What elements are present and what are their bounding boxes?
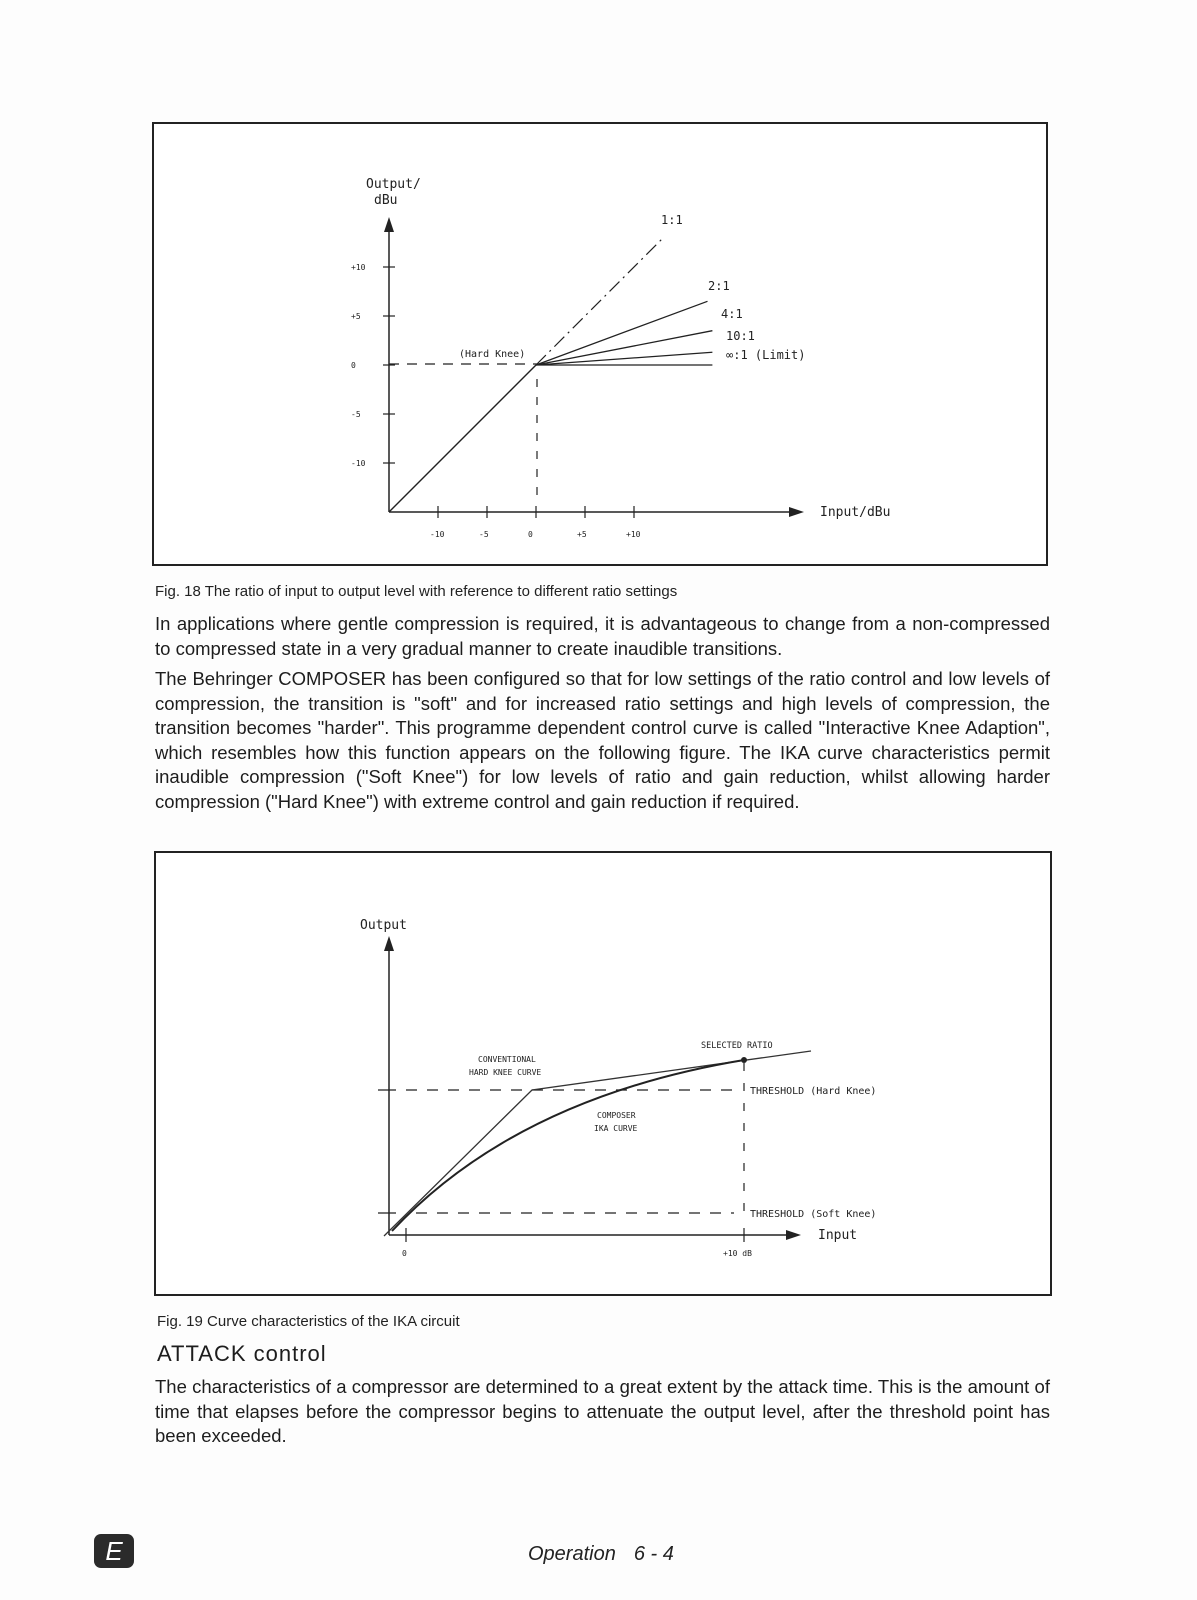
conventional-label-line1: CONVENTIONAL xyxy=(478,1055,536,1064)
series-10-1-line xyxy=(536,352,712,365)
threshold-soft-label: THRESHOLD (Soft Knee) xyxy=(750,1209,877,1220)
y-axis-arrow xyxy=(384,936,394,951)
ratio-label: 2:1 xyxy=(708,279,730,293)
x-axis-arrow xyxy=(789,507,804,517)
threshold-hard-label: THRESHOLD (Hard Knee) xyxy=(750,1086,877,1097)
ratio-label: 4:1 xyxy=(721,307,743,321)
series-4-1-line xyxy=(536,331,712,365)
y-axis-arrow xyxy=(384,217,394,232)
x-tick-label: 0 xyxy=(528,530,533,539)
paragraph-3: The characteristics of a compressor are determined to a great extent by the attack time. This is the amount of time that elapses before the compressor begins to attenuate the output level, after the threshold point has been exceeded. xyxy=(155,1376,1050,1446)
x-tick-label: +5 xyxy=(577,530,587,539)
series-1-1-dashdot xyxy=(536,238,663,365)
footer-section: Operation xyxy=(528,1543,616,1565)
composer-ika-curve xyxy=(392,1060,744,1231)
y-tick-label: 0 xyxy=(351,361,356,370)
page-footer xyxy=(528,1543,674,1566)
composer-label-line1: COMPOSER xyxy=(597,1111,636,1120)
hard-knee-label: (Hard Knee) xyxy=(459,349,526,360)
paragraph-2: The Behringer COMPOSER has been configured so that for low settings of the ratio control and low levels of compression, the transition is "soft" and for increased ratio settings and high levels of compression, the transition becomes "harder". This programme dependent control curve is called "Interactive Knee Adaption", which resembles how this function appears on the following figure. The IKA curve characteristics permit inaudible compression ("Soft Knee") for low levels of ratio and gain reduction, whilst allowing harder compression ("Hard Knee") with extreme control and gain reduction if required. xyxy=(155,668,1050,812)
conventional-label-line2: HARD KNEE CURVE xyxy=(469,1068,542,1077)
x-tick-label: +10 xyxy=(626,530,641,539)
ratio-label: 10:1 xyxy=(726,329,755,343)
series-2-1-line xyxy=(536,301,708,365)
y-axis-label-line2: dBu xyxy=(374,193,398,208)
x-tick-0-label: 0 xyxy=(402,1249,407,1258)
paragraph-1: In applications where gentle compression is required, it is advantageous to change from a non-compressed to compressed state in a very gradual manner to create inaudible transitions. xyxy=(155,613,1050,659)
y-tick-label: -5 xyxy=(351,410,361,419)
y-tick-label: +5 xyxy=(351,312,361,321)
figure-19-box xyxy=(154,851,1052,1296)
y-tick-label: -10 xyxy=(351,459,366,468)
x-tick-end-label: +10 dB xyxy=(723,1249,752,1258)
ratio-label: ∞:1 (Limit) xyxy=(726,348,806,362)
y-axis-label-line1: Output/ xyxy=(366,177,421,192)
conventional-hard-knee-curve xyxy=(384,1051,811,1236)
fig18-caption: Fig. 18 The ratio of input to output level with reference to different ratio settings xyxy=(155,583,678,600)
figure-18-box xyxy=(152,122,1048,566)
x-axis-arrow xyxy=(786,1230,801,1240)
language-badge: E xyxy=(94,1534,134,1568)
y-tick-label: +10 xyxy=(351,263,366,272)
selected-ratio-label: SELECTED RATIO xyxy=(701,1041,773,1051)
footer-page-number: 6 - 4 xyxy=(633,1543,674,1565)
fig19-caption: Fig. 19 Curve characteristics of the IKA circuit xyxy=(157,1313,460,1330)
x-tick-label: -5 xyxy=(479,530,489,539)
x-axis-label: Input xyxy=(818,1228,858,1243)
ratio-label: 1:1 xyxy=(661,213,683,227)
y-axis-label: Output xyxy=(360,918,407,933)
x-axis-label: Input/dBu xyxy=(820,505,891,520)
selected-ratio-point xyxy=(741,1057,747,1063)
x-tick-label: -10 xyxy=(430,530,445,539)
ratio-chart xyxy=(154,124,1046,564)
attack-control-heading: ATTACK control xyxy=(157,1341,327,1366)
composer-label-line2: IKA CURVE xyxy=(594,1124,638,1133)
series-1-1-solid xyxy=(389,365,536,512)
ika-curve-chart xyxy=(156,853,1050,1294)
